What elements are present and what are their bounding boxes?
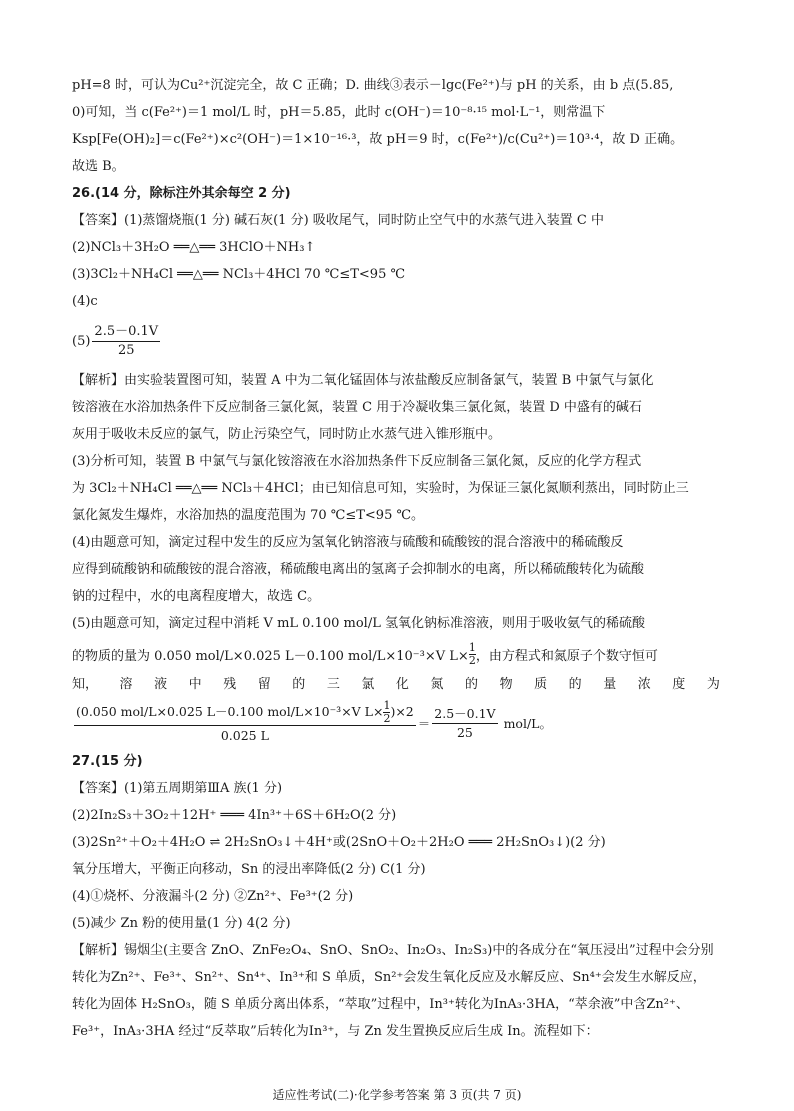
analysis-line: 【解析】由实验装置图可知，装置 A 中为二氧化锰固体与浓盐酸反应制备氯气，装置 B 中氯气与氯化 <box>72 373 654 388</box>
text-line: Ksp[Fe(OH)₂]＝c(Fe²⁺)×c²(OH⁻)＝1×10⁻¹⁶·³，故 pH＝9 时，c(Fe²⁺)/c(Cu²⁺)＝10³·⁴，故 D 正确。 <box>72 132 684 147</box>
spread-char: 量 <box>603 677 617 692</box>
calc-line <box>72 637 720 671</box>
result-numerator: 2.5－0.1V <box>432 705 497 724</box>
big-fraction-numerator <box>74 700 416 726</box>
analysis-line: 转化为固体 H₂SnO₃，随 S 单质分离出体系，“萃取”过程中，In³⁺转化为InA₃·3HA，“萃余液”中含Zn²⁺、 <box>72 997 689 1012</box>
half-denominator: 2 <box>383 712 391 725</box>
spread-char: 物 <box>499 677 513 692</box>
analysis-line: 为 3Cl₂＋NH₄Cl ══△══ NCl₃＋4HCl；由已知信息可知，实验时，为保证三氯化氮顺利蒸出，同时防止三 <box>72 481 689 496</box>
answer-line: (4)c <box>72 294 98 309</box>
half-fraction <box>469 642 476 667</box>
spread-char: 质 <box>534 677 548 692</box>
analysis-line: (4)由题意可知，滴定过程中发生的反应为氢氧化钠溶液与硫酸和硫酸铵的混合溶液中的稀硫酸反 <box>72 535 624 550</box>
calc-text-b: ，由方程式和氮原子个数守恒可 <box>475 648 658 664</box>
fraction-denominator: 25 <box>118 342 135 358</box>
analysis-line: 氯化氮发生爆炸，水浴加热的温度范围为 70 ℃≤T<95 ℃。 <box>72 508 425 523</box>
page-footer: 适应性考试(二)·化学参考答案 第 3 页(共 7 页) <box>272 1088 522 1102</box>
analysis-line: 钠的过程中，水的电离程度增大，故选 C。 <box>72 589 321 604</box>
spread-line <box>72 671 720 698</box>
spread-char: 中 <box>188 677 202 692</box>
spread-char: 的 <box>568 677 582 692</box>
calc-text-a: 的物质的量为 0.050 mol/L×0.025 L－0.100 mol/L×10⁻³×V L× <box>72 648 469 664</box>
answer-5-fraction <box>92 323 160 360</box>
text-line: 故选 B。 <box>72 159 125 174</box>
spread-char: 浓 <box>637 677 651 692</box>
spread-char: 溶 <box>119 677 133 692</box>
text-line: pH=8 时，可认为Cu²⁺沉淀完全，故 C 正确；D. 曲线③表示－lgc(Fe²⁺)与 pH 的关系，由 b 点(5.85, <box>72 78 674 93</box>
analysis-line: 转化为Zn²⁺、Fe³⁺、Sn²⁺、Sn⁴⁺、In³⁺和 S 单质，Sn²⁺会发生氧化反应及水解反应、Sn⁴⁺会发生水解反应， <box>72 970 706 985</box>
spread-char: 液 <box>154 677 168 692</box>
answer-5-row <box>72 315 720 367</box>
big-num-a: (0.050 mol/L×0.025 L－0.100 mol/L×10⁻³×V L× <box>76 704 384 719</box>
spread-char: 氯 <box>361 677 375 692</box>
result-fraction <box>432 705 497 742</box>
answer-line: 【答案】(1)蒸馏烧瓶(1 分) 碱石灰(1 分) 吸收尾气，同时防止空气中的水蒸气进入装置 C 中 <box>72 213 604 228</box>
spread-char: 三 <box>326 677 340 692</box>
fraction-numerator: 2.5－0.1V <box>92 323 160 342</box>
half-numerator: 1 <box>468 640 476 654</box>
half-numerator: 1 <box>383 699 391 712</box>
spread-char: 留 <box>257 677 271 692</box>
big-num-b: )×2 <box>390 704 414 719</box>
equals-sign: ＝ <box>417 716 431 731</box>
spread-char: 的 <box>292 677 306 692</box>
spread-char: 度 <box>672 677 686 692</box>
spread-char: 氮 <box>430 677 444 692</box>
big-fraction <box>74 700 416 746</box>
answer-line: (5)减少 Zn 粉的使用量(1 分) 4(2 分) <box>72 916 291 931</box>
equation-line: (3)2Sn²⁺＋O₂＋4H₂O ⇌ 2H₂SnO₃↓＋4H⁺或(2SnO＋O₂＋2H₂O ═══ 2H₂SnO₃↓)(2 分) <box>72 835 606 850</box>
spread-char: 残 <box>223 677 237 692</box>
answer-line: (4)①烧杯、分液漏斗(2 分) ②Zn²⁺、Fe³⁺(2 分) <box>72 889 354 904</box>
equation-line: (2)NCl₃＋3H₂O ══△══ 3HClO＋NH₃↑ <box>72 240 316 255</box>
analysis-line: (5)由题意可知，滴定过程中消耗 V mL 0.100 mol/L 氢氧化钠标准溶液，则用于吸收氨气的稀硫酸 <box>72 616 645 631</box>
half-denominator: 2 <box>468 653 476 667</box>
analysis-line: 应得到硫酸钠和硫酸铵的混合溶液，稀硫酸电离出的氢离子会抑制水的电离，所以稀硫酸转化为硫酸 <box>72 562 645 577</box>
analysis-line: 铵溶液在水浴加热条件下反应制备三氯化氮，装置 C 用于冷凝收集三氯化氮，装置 D 中盛有的碱石 <box>72 400 642 415</box>
analysis-line: (3)分析可知，装置 B 中氯气与氯化铵溶液在水浴加热条件下反应制备三氯化氮，反应的化学方程式 <box>72 454 642 469</box>
big-fraction-denominator: 0.025 L <box>220 728 269 743</box>
answer-page <box>72 72 720 1045</box>
spread-char: 的 <box>465 677 479 692</box>
question-26-heading: 26.(14 分，除标注外其余每空 2 分) <box>72 186 291 201</box>
answer-line: 【答案】(1)第五周期第ⅢA 族(1 分) <box>72 781 283 796</box>
result-denominator: 25 <box>456 724 473 740</box>
spread-char: 化 <box>395 677 409 692</box>
spread-char: 为 <box>706 677 720 692</box>
question-27-heading: 27.(15 分) <box>72 754 143 769</box>
text-line: 0)可知，当 c(Fe²⁺)＝1 mol/L 时，pH＝5.85，此时 c(OH⁻)＝10⁻⁸·¹⁵ mol·L⁻¹，则常温下 <box>72 105 606 120</box>
analysis-line: Fe³⁺，InA₃·3HA 经过“反萃取”后转化为In³⁺，与 Zn 发生置换反应后生成 In。流程如下： <box>72 1024 599 1039</box>
big-fraction-row <box>72 698 720 748</box>
equation-line: (2)2In₂S₃＋3O₂＋12H⁺ ═══ 4In³⁺＋6S＋6H₂O(2 分) <box>72 808 397 823</box>
analysis-line: 灰用于吸收未反应的氯气，防止污染空气，同时防止水蒸气进入锥形瓶中。 <box>72 427 502 442</box>
answer-line: 氧分压增大，平衡正向移动，Sn 的浸出率降低(2 分) C(1 分) <box>72 862 426 877</box>
spread-char: 知， <box>72 677 99 692</box>
answer-5-prefix: (5) <box>72 333 91 349</box>
equation-line: (3)3Cl₂＋NH₄Cl ══△══ NCl₃＋4HCl 70 ℃≤T<95 ℃ <box>72 267 406 282</box>
analysis-line: 【解析】锡烟尘(主要含 ZnO、ZnFe₂O₄、SnO、SnO₂、In₂O₃、In₂S₃)中的各成分在“氧压浸出”过程中会分别 <box>72 943 714 958</box>
result-unit: mol/L。 <box>503 716 552 731</box>
